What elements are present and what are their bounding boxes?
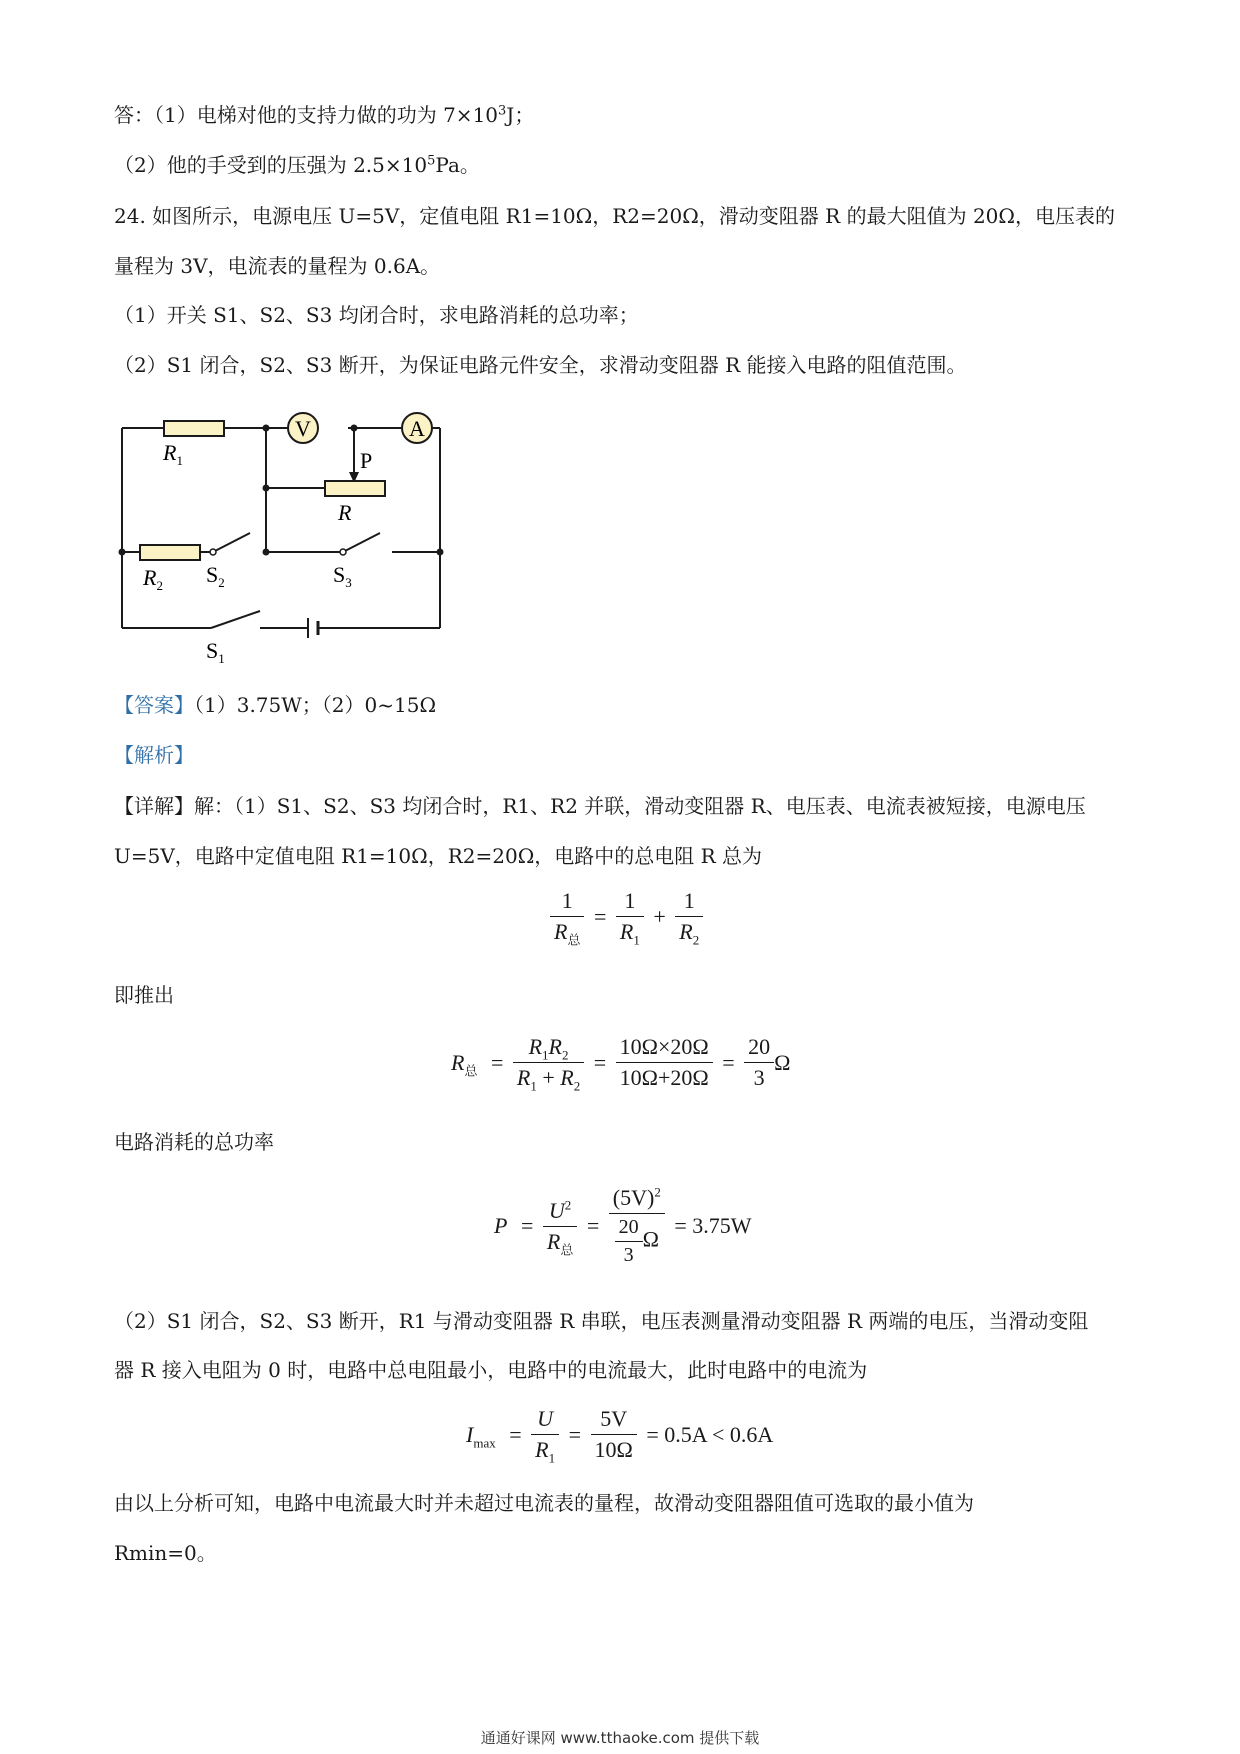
svg-text:S1: $S_1$ bbox=[206, 638, 225, 666]
svg-text:R2: $R_2$ bbox=[143, 565, 163, 593]
prev-answer-line-2: （2）他的手受到的压强为 $2.5\times 10^5Pa$。 bbox=[114, 153, 480, 177]
detail-line-1: 【详解】解：（1）S1、S2、S3 均闭合时，R1、R2 并联，滑动变阻器 R、电压表、电流表被短接，电源电压 bbox=[114, 794, 1086, 818]
formula-total-resistance: $R_总$ = $\frac{R_1R_2}{R_1 + R_2}$ = $\frac{10\Omega\times 20\Omega}{10\Omega+20\Omega}$ = $\frac{20}{3}$ Ω bbox=[451, 1034, 791, 1094]
detail-line-2: U=5V，电路中定值电阻 R1=10Ω，R2=20Ω，电路中的总电阻 R 总为 bbox=[114, 844, 763, 868]
svg-text:S2: $S_2$ bbox=[206, 562, 225, 590]
formula-max-current: $I_{max}$ = $\frac{U}{R_1}$ = $\frac{5V}{10\Omega}$ = 0.5A < 0.6A bbox=[466, 1406, 774, 1466]
answer-line: 【答案】（1）3.75W；（2）0~15Ω bbox=[114, 693, 437, 717]
problem-text-line-1: 24. 如图所示，电源电压 U=5V，定值电阻 R1=10Ω，R2=20Ω，滑动变阻器 R 的最大阻值为 20Ω，电压表的 bbox=[114, 204, 1115, 228]
power-intro-text: 电路消耗的总功率 bbox=[114, 1130, 274, 1154]
svg-text:A: A bbox=[409, 416, 425, 441]
svg-text:S3: $S_3$ bbox=[333, 562, 352, 590]
problem-text-line-2: 量程为 3V，电流表的量程为 0.6A。 bbox=[114, 254, 441, 278]
prev-answer-line-1: 答：（1）电梯对他的支持力做的功为 $7\times 10^3J$； bbox=[114, 103, 535, 127]
svg-text:R1: $R_1$ bbox=[163, 440, 183, 468]
question-1: （1）开关 S1、S2、S3 均闭合时，求电路消耗的总功率； bbox=[114, 303, 639, 327]
page-footer: 通通好课网 www.tthaoke.com 提供下载 bbox=[480, 1729, 760, 1747]
question-2: （2）S1 闭合，S2、S3 断开，为保证电路元件安全，求滑动变阻器 R 能接入电路的阻值范围。 bbox=[114, 353, 967, 377]
conclusion-line-1: 由以上分析可知，电路中电流最大时并未超过电流表的量程，故滑动变阻器阻值可选取的最小值为 bbox=[114, 1491, 974, 1515]
conclusion-line-2: Rmin=0。 bbox=[114, 1541, 217, 1565]
resistor-r1 bbox=[164, 421, 224, 436]
svg-text:R: R bbox=[338, 500, 352, 525]
part2-line-2: 器 R 接入电阻为 0 时，电路中总电阻最小，电路中的电流最大，此时电路中的电流为 bbox=[114, 1358, 868, 1382]
derive-text: 即推出 bbox=[114, 983, 174, 1007]
svg-text:P: P bbox=[360, 448, 373, 473]
resistor-r2 bbox=[140, 545, 200, 560]
svg-text:V: V bbox=[295, 416, 311, 441]
analysis-tag: 【解析】 bbox=[114, 743, 194, 767]
formula-total-power: P = $\frac{U^2}{R_总}$ = $(5V)^2$ $\frac{20}{3}$ Ω = 3.75W bbox=[494, 1184, 752, 1266]
circuit-diagram bbox=[110, 400, 460, 670]
resistor-r bbox=[325, 481, 385, 496]
formula-parallel-resistance: $\frac{1}{R_总}$ = $\frac{1}{R_1}$ + $\frac{1}{R_2}$ bbox=[550, 888, 703, 945]
part2-line-1: （2）S1 闭合，S2、S3 断开，R1 与滑动变阻器 R 串联，电压表测量滑动变阻器 R 两端的电压，当滑动变阻 bbox=[114, 1309, 1089, 1333]
